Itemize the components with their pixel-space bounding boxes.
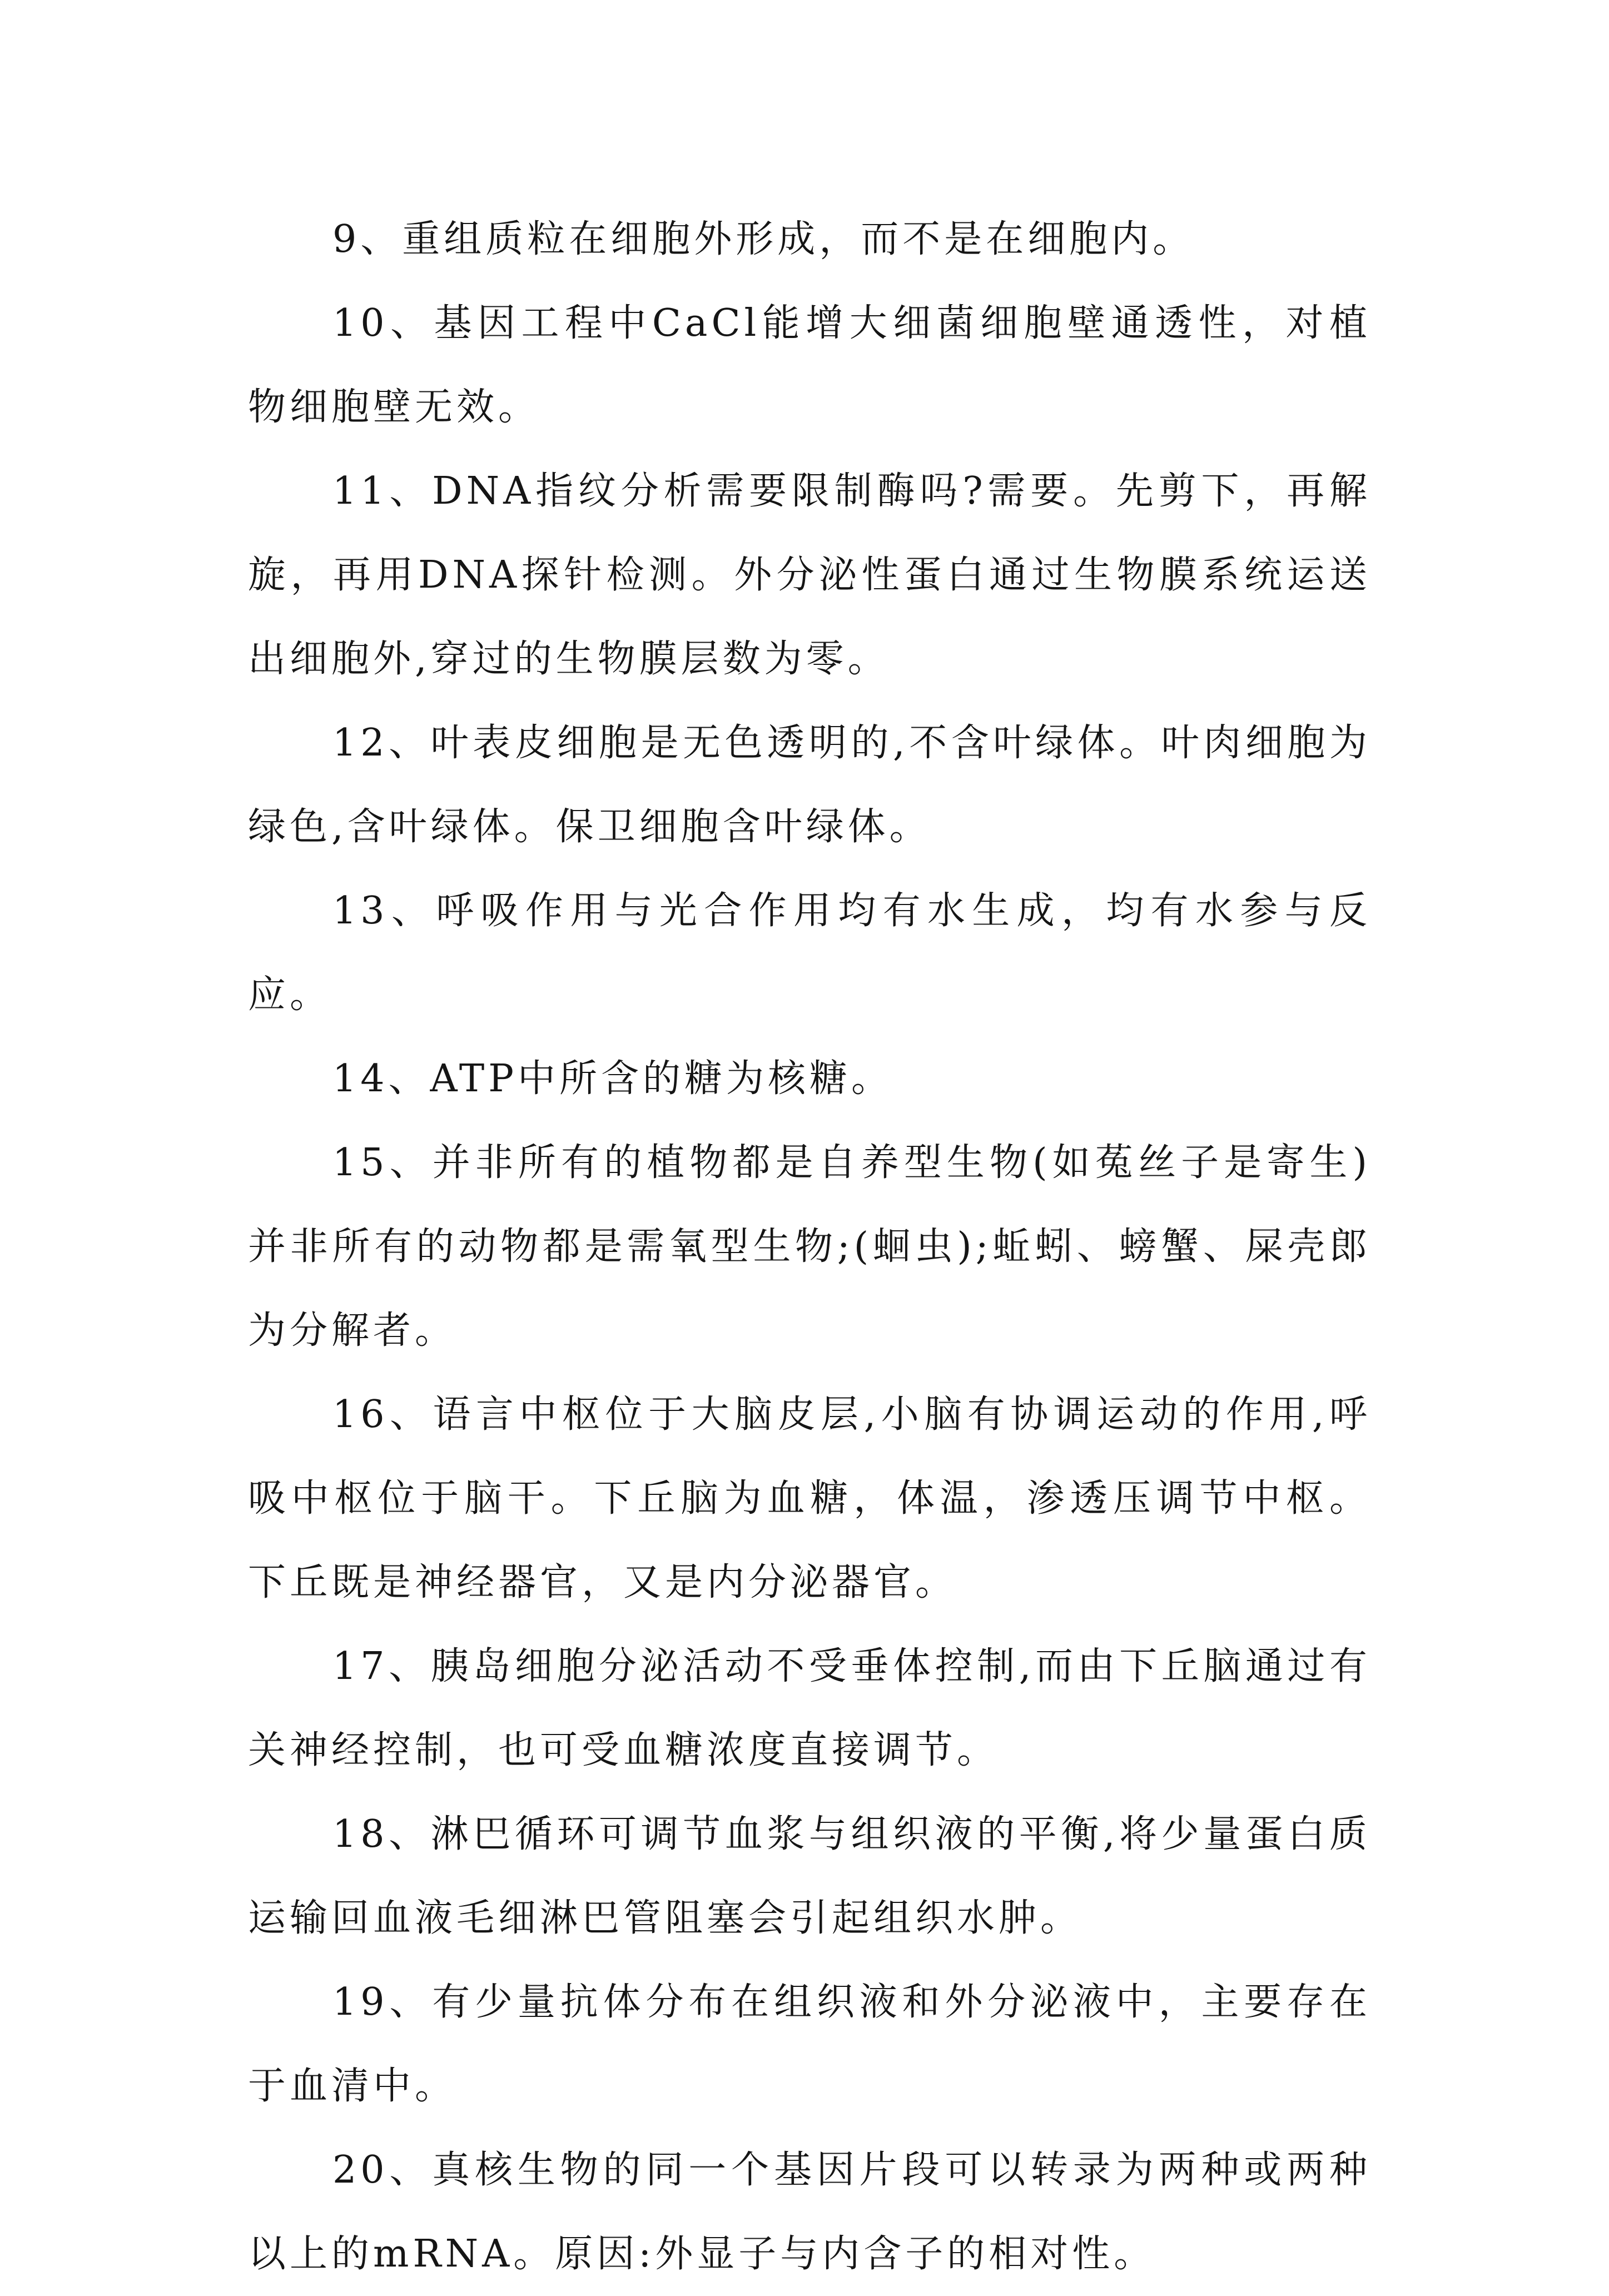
paragraph-20: 20、真核生物的同一个基因片段可以转录为两种或两种以上的mRNA。原因:外显子与内含子的相对性。 (248, 2148, 1371, 2276)
document-body (248, 197, 1371, 2296)
paragraph-9: 9、重组质粒在细胞外形成，而不是在细胞内。 (332, 217, 1195, 261)
paragraph-10: 10、基因工程中CaCl能增大细菌细胞壁通透性，对植物细胞壁无效。 (248, 301, 1371, 429)
paragraph-13: 13、呼吸作用与光合作用均有水生成，均有水参与反应。 (248, 889, 1371, 1017)
paragraph-12: 12、叶表皮细胞是无色透明的,不含叶绿体。叶肉细胞为绿色,含叶绿体。保卫细胞含叶绿体。 (248, 721, 1371, 849)
paragraph-19: 19、有少量抗体分布在组织液和外分泌液中，主要存在于血清中。 (248, 1980, 1371, 2108)
paragraph-18: 18、淋巴循环可调节血浆与组织液的平衡,将少量蛋白质运输回血液毛细淋巴管阻塞会引起组织水肿。 (248, 1812, 1371, 1940)
paragraph-11: 11、DNA指纹分析需要限制酶吗?需要。先剪下，再解旋，再用DNA探针检测。外分泌性蛋白通过生物膜系统运送出细胞外,穿过的生物膜层数为零。 (248, 469, 1371, 681)
paragraph-14: 14、ATP中所含的糖为核糖。 (332, 1057, 893, 1101)
paragraph-15: 15、并非所有的植物都是自养型生物(如菟丝子是寄生)并非所有的动物都是需氧型生物;(蛔虫);蚯蚓、螃蟹、屎壳郎为分解者。 (248, 1141, 1371, 1353)
paragraph-17: 17、胰岛细胞分泌活动不受垂体控制,而由下丘脑通过有关神经控制，也可受血糖浓度直接调节。 (248, 1644, 1371, 1772)
paragraph-16: 16、语言中枢位于大脑皮层,小脑有协调运动的作用,呼吸中枢位于脑干。下丘脑为血糖，体温，渗透压调节中枢。下丘既是神经器官，又是内分泌器官。 (248, 1393, 1371, 1604)
